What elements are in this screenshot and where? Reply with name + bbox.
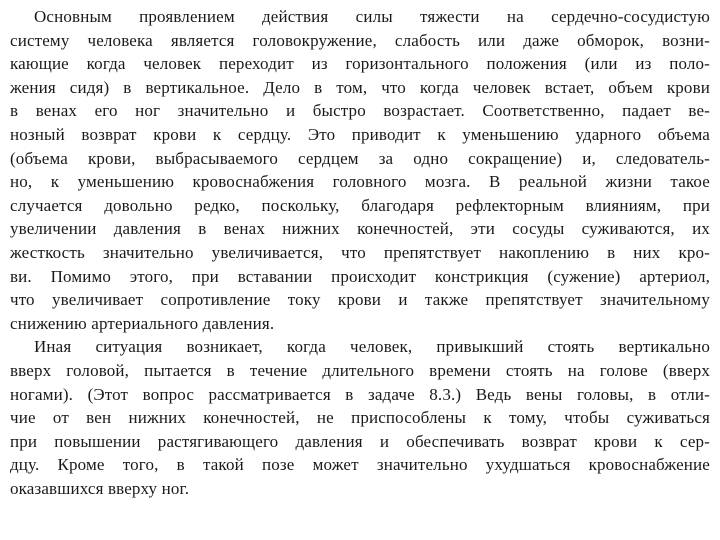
paragraph-1-line-2: систему человека является головокружение, слабость или даже обморок, возни- <box>10 30 710 50</box>
paragraph-2-line-5: при повышении растягивающего давления и обеспечивать возврат крови к сер- <box>10 431 710 451</box>
paragraph-1-line-14: снижению артериального давления. <box>10 313 275 333</box>
paragraph-1-line-9: случается довольно редко, поскольку, благодаря рефлекторным влияниям, при <box>10 195 710 215</box>
paragraph-1-line-13: что увеличивает сопротивление току крови и также препятствует значительному <box>10 290 710 310</box>
paragraph-1-line-10: увеличении давления в венах нижних конечностей, эти сосуды суживаются, их <box>10 219 710 239</box>
text-block <box>10 5 710 500</box>
paragraph-1-line-5: в венах его ног значительно и быстро возрастает. Соответственно, падает ве- <box>10 101 710 121</box>
paragraph-2-line-6: дцу. Кроме того, в такой позе может значительно ухудшаться кровоснабжение <box>10 455 710 475</box>
paragraph-1-line-6: нозный возврат крови к сердцу. Это приводит к уменьшению ударного объема <box>10 124 710 144</box>
paragraph-1-line-1: Основным проявлением действия силы тяжести на сердечно-сосудистую <box>34 7 710 26</box>
paragraph-2-line-2: вверх головой, пытается в течение длительного времени стоять на голове (вверх <box>10 360 710 380</box>
paragraph-1-line-11: жесткость значительно увеличивается, что препятствует накоплению в них кро- <box>10 242 710 262</box>
paragraph-2-line-4: чие от вен нижних конечностей, не приспособлены к тому, чтобы суживаться <box>10 408 710 428</box>
paragraph-2-line-3: ногами). (Этот вопрос рассматривается в задаче 8.3.) Ведь вены головы, в отли- <box>10 384 710 404</box>
paragraph-1-line-8: но, к уменьшению кровоснабжения головного мозга. В реальной жизни такое <box>10 172 710 192</box>
paragraph-2-line-7: оказавшихся вверху ног. <box>10 478 190 498</box>
paragraph-1-line-4: жения сидя) в вертикальное. Дело в том, что когда человек встает, объем крови <box>10 77 710 97</box>
paragraph-2-line-1: Иная ситуация возникает, когда человек, привыкший стоять вертикально <box>34 337 710 357</box>
paragraph-1-line-3: кающие когда человек переходит из горизонтального положения (или из поло- <box>10 54 710 74</box>
paragraph-1-line-12: ви. Помимо этого, при вставании происходит констрикция (сужение) артериол, <box>10 266 710 286</box>
paragraph-1-line-7: (объема крови, выбрасываемого сердцем за одно сокращение) и, следователь- <box>10 148 710 168</box>
